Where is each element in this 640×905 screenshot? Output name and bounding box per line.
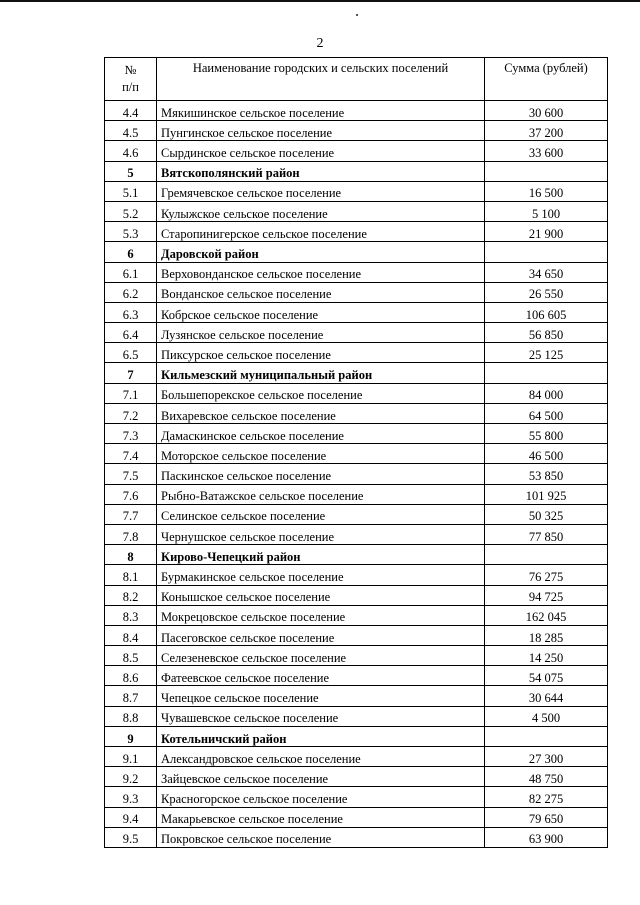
table-body [105,101,608,848]
row-name-cell: Чепецкое сельское поселение [157,686,485,706]
page-number: 2 [316,36,324,51]
row-name-cell: Селинское сельское поселение [157,504,485,524]
row-name-cell: Зайцевское сельское поселение [157,767,485,787]
table-row [105,686,608,706]
row-name-cell: Мокрецовское сельское поселение [157,605,485,625]
row-number-cell: 9.4 [105,807,157,827]
table-row [105,424,608,444]
row-name-cell: Пунгинское сельское поселение [157,121,485,141]
row-sum-cell: 30 600 [485,101,608,121]
row-sum-cell: 106 605 [485,302,608,322]
row-sum-cell: 84 000 [485,383,608,403]
row-sum-cell: 82 275 [485,787,608,807]
table-row [105,706,608,726]
row-number-cell: 7.5 [105,464,157,484]
row-sum-cell: 14 250 [485,646,608,666]
row-number-cell: 9.5 [105,827,157,847]
table-row [105,222,608,242]
row-number-cell: 7.6 [105,484,157,504]
table-row [105,181,608,201]
row-number-cell: 4.5 [105,121,157,141]
row-name-cell: Дамаскинское сельское поселение [157,424,485,444]
row-number-cell: 5 [105,161,157,181]
row-sum-cell: 48 750 [485,767,608,787]
row-number-cell: 7.2 [105,403,157,423]
row-name-cell: Моторское сельское поселение [157,444,485,464]
row-number-cell: 7.1 [105,383,157,403]
row-sum-cell: 50 325 [485,504,608,524]
row-number-cell: 4.6 [105,141,157,161]
row-number-cell: 8.2 [105,585,157,605]
row-number-cell: 7 [105,363,157,383]
row-number-cell: 6.1 [105,262,157,282]
row-name-cell: Фатеевское сельское поселение [157,666,485,686]
row-sum-cell: 26 550 [485,282,608,302]
row-sum-cell: 76 275 [485,565,608,585]
scan-top-edge-line [0,0,640,2]
row-number-cell: 6 [105,242,157,262]
district-row [105,545,608,565]
table-row [105,403,608,423]
header-sum-cell: Сумма (рублей) [485,58,608,101]
row-sum-cell: 63 900 [485,827,608,847]
table-row [105,484,608,504]
row-name-cell: Кулыжское сельское поселение [157,201,485,221]
row-name-cell: Красногорское сельское поселение [157,787,485,807]
row-sum-cell: 27 300 [485,747,608,767]
row-name-cell: Чернушское сельское поселение [157,524,485,544]
row-name-cell: Мякишинское сельское поселение [157,101,485,121]
district-row [105,726,608,746]
table-row [105,121,608,141]
row-sum-cell: 77 850 [485,524,608,544]
table-row [105,585,608,605]
table-row [105,302,608,322]
row-name-cell: Пасеговское сельское поселение [157,625,485,645]
table-row [105,141,608,161]
row-sum-cell [485,545,608,565]
row-sum-cell: 18 285 [485,625,608,645]
table-row [105,444,608,464]
row-name-cell: Кильмезский муниципальный район [157,363,485,383]
row-number-cell: 5.1 [105,181,157,201]
row-number-cell: 5.2 [105,201,157,221]
table-row [105,807,608,827]
scan-speck [356,14,358,16]
header-number-sub: п/п [122,79,139,94]
row-number-cell: 8 [105,545,157,565]
row-number-cell: 7.8 [105,524,157,544]
table-row [105,464,608,484]
row-sum-cell: 53 850 [485,464,608,484]
row-number-cell: 8.1 [105,565,157,585]
table-row [105,101,608,121]
row-number-cell: 7.4 [105,444,157,464]
row-number-cell: 8.8 [105,706,157,726]
row-name-cell: Макарьевское сельское поселение [157,807,485,827]
row-sum-cell [485,242,608,262]
row-name-cell: Верховонданское сельское поселение [157,262,485,282]
row-sum-cell: 46 500 [485,444,608,464]
table-row [105,646,608,666]
row-number-cell: 7.3 [105,424,157,444]
row-name-cell: Гремячевское сельское поселение [157,181,485,201]
row-name-cell: Котельничский район [157,726,485,746]
table-row [105,767,608,787]
row-sum-cell [485,161,608,181]
row-sum-cell: 64 500 [485,403,608,423]
table-row [105,323,608,343]
row-name-cell: Паскинское сельское поселение [157,464,485,484]
row-sum-cell [485,726,608,746]
row-name-cell: Кирово-Чепецкий район [157,545,485,565]
row-number-cell: 9 [105,726,157,746]
table-row [105,827,608,847]
table-row [105,625,608,645]
row-name-cell: Рыбно-Ватажское сельское поселение [157,484,485,504]
header-number-cell [105,58,157,101]
row-number-cell: 9.1 [105,747,157,767]
row-number-cell: 5.3 [105,222,157,242]
table-row [105,524,608,544]
row-number-cell: 6.3 [105,302,157,322]
row-name-cell: Лузянское сельское поселение [157,323,485,343]
row-sum-cell: 34 650 [485,262,608,282]
row-number-cell: 6.5 [105,343,157,363]
row-name-cell: Вятскополянский район [157,161,485,181]
row-name-cell: Сырдинское сельское поселение [157,141,485,161]
row-sum-cell: 33 600 [485,141,608,161]
row-sum-cell: 162 045 [485,605,608,625]
row-name-cell: Даровской район [157,242,485,262]
header-number-sign: № [124,63,137,77]
table-row [105,282,608,302]
header-name-cell: Наименование городских и сельских поселений [157,58,485,101]
table-row [105,605,608,625]
row-name-cell: Покровское сельское поселение [157,827,485,847]
row-sum-cell: 30 644 [485,686,608,706]
district-row [105,363,608,383]
row-sum-cell: 56 850 [485,323,608,343]
row-name-cell: Конышское сельское поселение [157,585,485,605]
row-number-cell: 7.7 [105,504,157,524]
row-sum-cell: 16 500 [485,181,608,201]
row-number-cell: 8.6 [105,666,157,686]
row-number-cell: 6.2 [105,282,157,302]
row-number-cell: 8.4 [105,625,157,645]
table-row [105,787,608,807]
row-number-cell: 4.4 [105,101,157,121]
district-row [105,242,608,262]
row-number-cell: 8.5 [105,646,157,666]
row-name-cell: Пиксурское сельское поселение [157,343,485,363]
row-sum-cell: 25 125 [485,343,608,363]
row-name-cell: Селезеневское сельское поселение [157,646,485,666]
row-sum-cell: 4 500 [485,706,608,726]
row-number-cell: 9.3 [105,787,157,807]
row-sum-cell: 37 200 [485,121,608,141]
row-number-cell: 8.3 [105,605,157,625]
table-row [105,262,608,282]
row-sum-cell: 101 925 [485,484,608,504]
table-header-row [105,58,608,101]
table-row [105,201,608,221]
row-name-cell: Старопинигерское сельское поселение [157,222,485,242]
row-name-cell: Чувашевское сельское поселение [157,706,485,726]
table-row [105,747,608,767]
table-row [105,343,608,363]
row-name-cell: Кобрское сельское поселение [157,302,485,322]
row-sum-cell: 94 725 [485,585,608,605]
table-row [105,565,608,585]
settlements-amount-table [104,57,608,848]
district-row [105,161,608,181]
table-row [105,383,608,403]
row-sum-cell: 54 075 [485,666,608,686]
row-number-cell: 8.7 [105,686,157,706]
row-name-cell: Вонданское сельское поселение [157,282,485,302]
row-sum-cell: 55 800 [485,424,608,444]
table-row [105,666,608,686]
row-sum-cell [485,363,608,383]
row-sum-cell: 5 100 [485,201,608,221]
row-sum-cell: 79 650 [485,807,608,827]
row-number-cell: 6.4 [105,323,157,343]
row-name-cell: Большепорекское сельское поселение [157,383,485,403]
row-name-cell: Александровское сельское поселение [157,747,485,767]
row-sum-cell: 21 900 [485,222,608,242]
row-name-cell: Бурмакинское сельское поселение [157,565,485,585]
row-number-cell: 9.2 [105,767,157,787]
row-name-cell: Вихаревское сельское поселение [157,403,485,423]
table-row [105,504,608,524]
